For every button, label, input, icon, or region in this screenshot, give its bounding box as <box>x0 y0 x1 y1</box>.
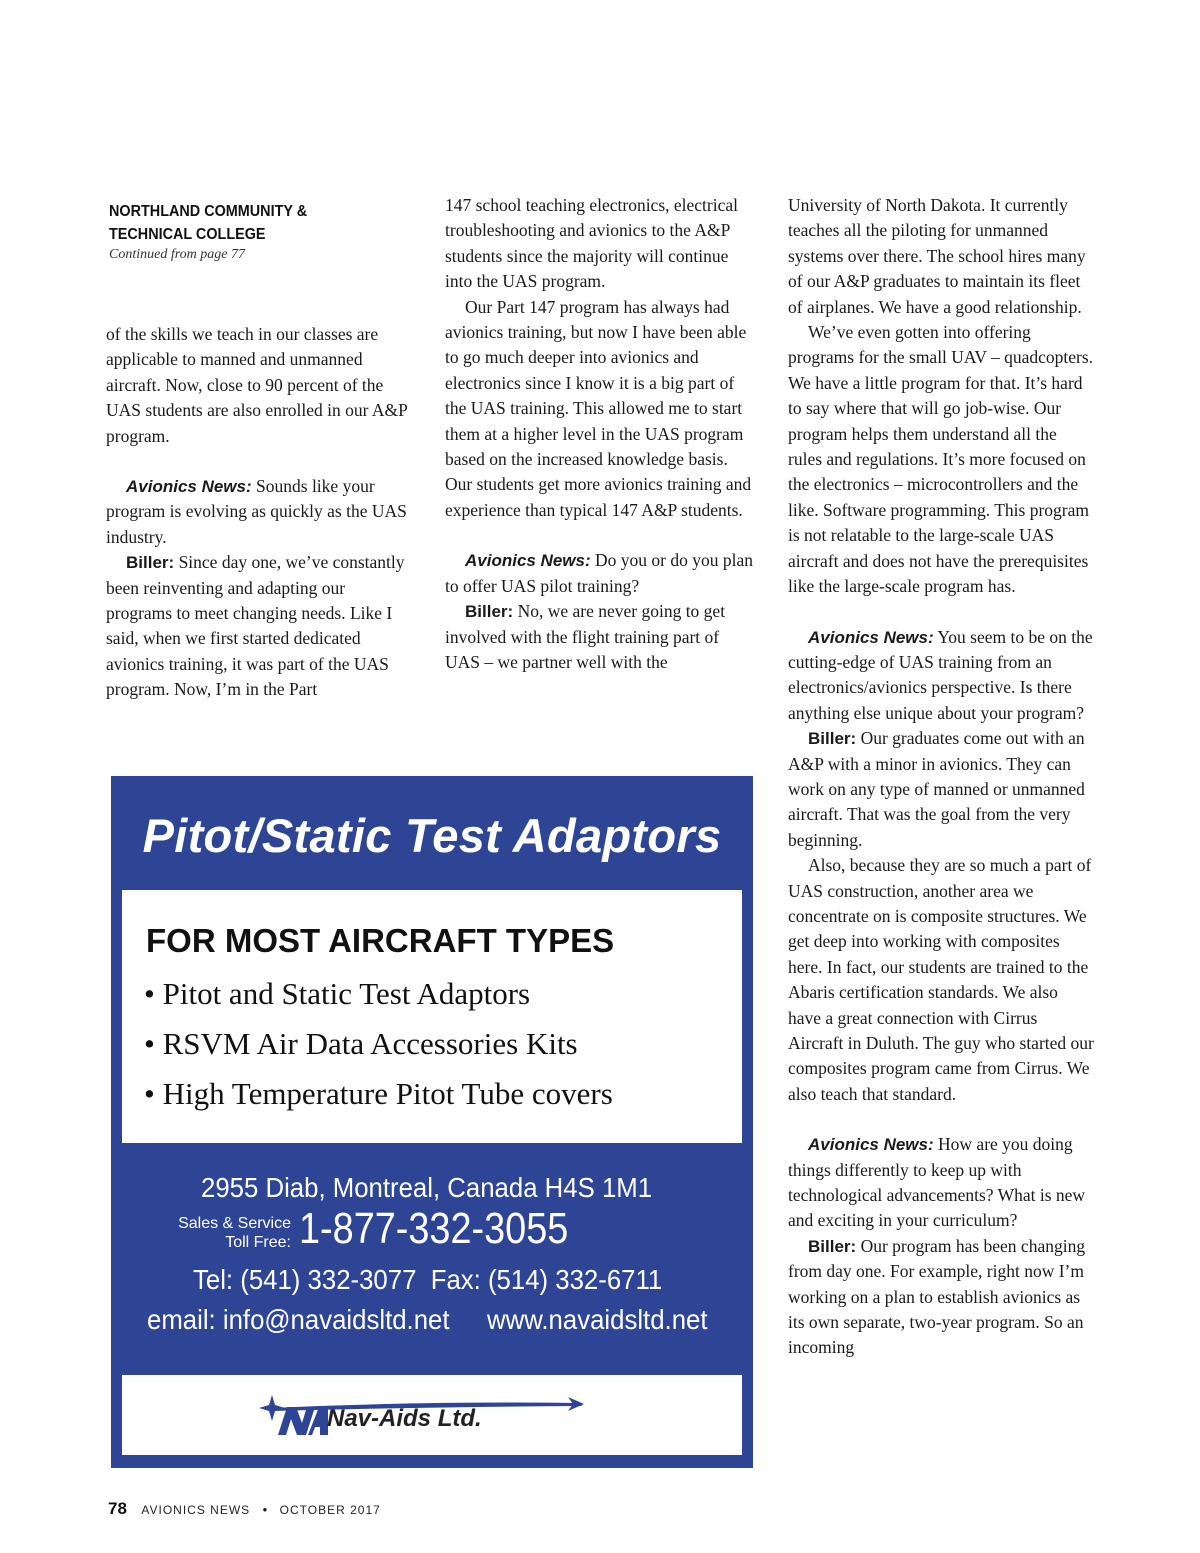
question-paragraph: Avionics News: Do you or do you plan to offer UAS pilot training? <box>445 550 754 596</box>
page-footer <box>108 1499 381 1519</box>
ad-email[interactable]: email: info@navaidsltd.net <box>147 1304 450 1335</box>
department-title-line2: TECHNICAL COLLEGE <box>109 226 266 243</box>
answer-paragraph: Biller: Our graduates come out with an A&P with a minor in avionics. They can work on any type of manned or unmanned aircraft. That was the goal from the very beginning. <box>788 728 1085 850</box>
answer-paragraph: Biller: No, we are never going to get involved with the flight training part of UAS – we partner well with the <box>445 601 726 672</box>
article-column-3 <box>788 193 1094 1361</box>
ad-address: 2955 Diab, Montreal, Canada H4S 1M1 <box>201 1172 653 1203</box>
department-header <box>109 200 329 264</box>
publication-name: AVIONICS NEWS <box>141 1503 251 1517</box>
ad-tollfree-label <box>175 1214 291 1252</box>
paragraph: of the skills we teach in our classes are applicable to manned and unmanned aircraft. Now, close to 90 percent of the UAS students are also enrolled in our A&P program. <box>106 324 408 446</box>
department-title-line1: NORTHLAND COMMUNITY & <box>109 203 308 220</box>
ad-tel-fax: Tel: (541) 332-3077 Fax: (514) 332-6711 <box>193 1264 663 1295</box>
ad-tollfree-label-line2: Toll Free: <box>225 1234 291 1251</box>
paragraph: University of North Dakota. It currently teaches all the piloting for unmanned systems over there. The school hires many of our A&P graduates to maintain its fleet of airplanes. We have a good relationship. <box>788 195 1086 317</box>
question-paragraph: Avionics News: Sounds like your program is evolving as quickly as the UAS industry. <box>106 476 407 547</box>
ad-logo-box <box>122 1375 742 1455</box>
article-column-2 <box>445 193 755 675</box>
ad-bullet: • RSVM Air Data Accessories Kits <box>144 1026 578 1061</box>
page-number: 78 <box>108 1499 127 1518</box>
paragraph: We’ve even gotten into offering programs for the small UAV – quadcopters. We have a little program for that. It’s hard to say where that will go job-wise. Our program helps them understand all the rules and regulations. It’s more focused on the electronics – microcontrollers and the like. Software programming. This program is not relatable to the large-scale UAS aircraft and does not have the prerequisites like the large-scale program has. <box>788 322 1094 597</box>
ad-tollfree-label-line1: Sales & Service <box>178 1215 291 1232</box>
ad-logo-text: Nav-Aids Ltd. <box>327 1405 482 1432</box>
paragraph: 147 school teaching electronics, electrical troubleshooting and avionics to the A&P students since the majority will continue into the UAS program. <box>445 195 738 292</box>
advertisement <box>111 776 753 1468</box>
paragraph: Our Part 147 program has always had avionics training, but now I have been able to go much deeper into avionics and electronics since I know it is a big part of the UAS training. This allowed me to start them at a higher level in the UAS program based on the increased knowledge basis. Our students get more avionics training and experience than typical 147 A&P students. <box>445 296 752 520</box>
ad-product-box <box>122 890 742 1143</box>
footer-separator: • <box>262 1502 268 1517</box>
ad-headline: Pitot/Static Test Adaptors <box>142 809 722 862</box>
ad-website[interactable]: www.navaidsltd.net <box>487 1304 708 1335</box>
continued-note: Continued from page 77 <box>109 247 245 262</box>
answer-paragraph: Biller: Since day one, we’ve constantly been reinventing and adapting our programs to meet changing needs. Like I said, when we first started dedicated avionics training, it was part of the UAS program. Now, I’m in the Part <box>106 552 405 700</box>
ad-subhead: FOR MOST AIRCRAFT TYPES <box>146 922 615 959</box>
answer-paragraph: Biller: Our program has been changing from day one. For example, right now I’m working on a plan to establish avionics as its own separate, two-year program. So an incoming <box>788 1235 1086 1358</box>
ad-bullet: • High Temperature Pitot Tube covers <box>144 1076 613 1111</box>
ad-bullet: • Pitot and Static Test Adaptors <box>144 976 531 1011</box>
question-paragraph: Avionics News: How are you doing things differently to keep up with technological advancements? What is new and exciting in your curriculum? <box>788 1134 1086 1231</box>
question-paragraph: Avionics News: You seem to be on the cutting-edge of UAS training from an electronics/avionics perspective. Is there anything else unique about your program? <box>788 626 1093 723</box>
ad-tollfree-number: 1-877-332-3055 <box>299 1204 569 1253</box>
article-column-1 <box>106 322 412 703</box>
paragraph: Also, because they are so much a part of UAS construction, another area we concentrate on is composite structures. We get deep into working with composites here. In fact, our students are trained to the Abaris certification standards. We also have a great connection with Cirrus Aircraft in Duluth. The guy who started our composites program came from Cirrus. We also teach that standard. <box>788 855 1094 1104</box>
issue-date: OCTOBER 2017 <box>279 1503 381 1517</box>
